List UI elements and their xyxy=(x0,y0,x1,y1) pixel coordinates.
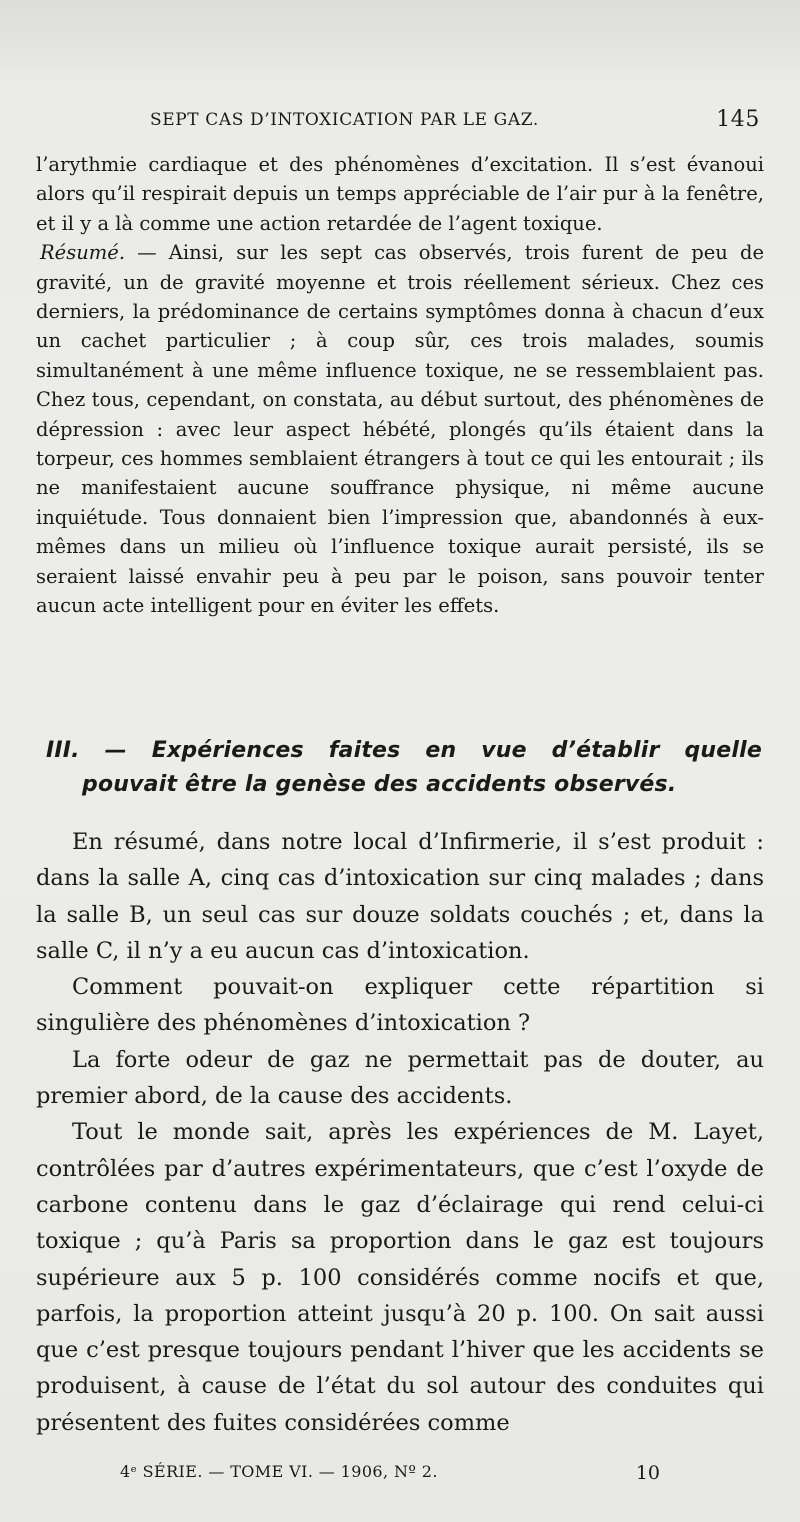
page-footer xyxy=(120,1462,660,1488)
paragraph-layet: Tout le monde sait, après les expériences de M. Layet, contrôlées par d’autres expérimentateurs, que c’est l’oxyde de carbone contenu dans le gaz d’éclairage qui rend celui-ci toxique ; qu’à Paris sa proportion dans le gaz est toujours supérieure aux 5 p. 100 considérés comme nocifs et que, parfois, la proportion atteint jusqu’à 20 p. 100. On sait aussi que c’est presque toujours pendant l’hiver que les accidents se produisent, à cause de l’état du sol autour des conduites qui présentent des fuites considérées comme xyxy=(36,1119,764,1436)
printer-signature: 4ᵉ SÉRIE. — TOME VI. — 1906, Nº 2. xyxy=(120,1462,438,1481)
resume-text: — Ainsi, sur les sept cas observés, trois furent de peu de gravité, un de gravité moyenne et trois réellement sérieux. Chez ces derniers, la prédominance de certains symptômes donna à chacun d’eux un cachet particulier ; à coup sûr, ces trois malades, soumis simultanément à une même influence toxique, ne se ressemblaient pas. Chez tous, cependant, on constata, au début surtout, des phénomènes de dépression : avec leur aspect hébété, plongés qu’ils étaient dans la torpeur, ces hommes semblaient étrangers à tout ce qui les entourait ; ils ne manifestaient aucune souffrance physique, ni même aucune inquiétude. Tous donnaient bien l’impression que, abandonnés à eux-mêmes dans un milieu où l’influence toxique aurait persisté, ils se seraient laissé envahir peu à peu par le poison, sans pouvoir tenter aucun acte intelligent pour en éviter les effets. xyxy=(36,241,764,618)
paragraph-summary: En résumé, dans notre local d’Infirmerie, il s’est produit : dans la salle A, cinq cas d’intoxication sur cinq malades ; dans la salle B, un seul cas sur douze soldats couchés ; et, dans la salle C, il n’y a eu aucun cas d’intoxication. xyxy=(36,829,764,964)
section-heading xyxy=(46,734,762,802)
section-body xyxy=(36,824,764,1441)
section-heading-line-1: III. — Expériences faites en vue d’établir quelle xyxy=(46,738,762,763)
case-text-continuation xyxy=(36,150,764,621)
page-number: 145 xyxy=(716,107,760,132)
sheet-number: 10 xyxy=(635,1462,660,1484)
section-heading-line-2: pouvait être la genèse des accidents observés. xyxy=(82,772,677,797)
paragraph-question: Comment pouvait-on expliquer cette répartition si singulière des phénomènes d’intoxication ? xyxy=(36,974,764,1037)
paragraph-continuation: l’arythmie cardiaque et des phénomènes d’excitation. Il s’est évanoui alors qu’il respirait depuis un temps appréciable de l’air pur à la fenêtre, et il y a là comme une action retardée de l’agent toxique. xyxy=(36,153,764,235)
paragraph-resume xyxy=(36,238,764,620)
paragraph-gas-odour: La forte odeur de gaz ne permettait pas de douter, au premier abord, de la cause des accidents. xyxy=(36,1046,764,1110)
running-header xyxy=(150,107,760,138)
running-title: SEPT CAS D’INTOXICATION PAR LE GAZ. xyxy=(150,110,539,130)
resume-label: Résumé. xyxy=(40,241,126,265)
